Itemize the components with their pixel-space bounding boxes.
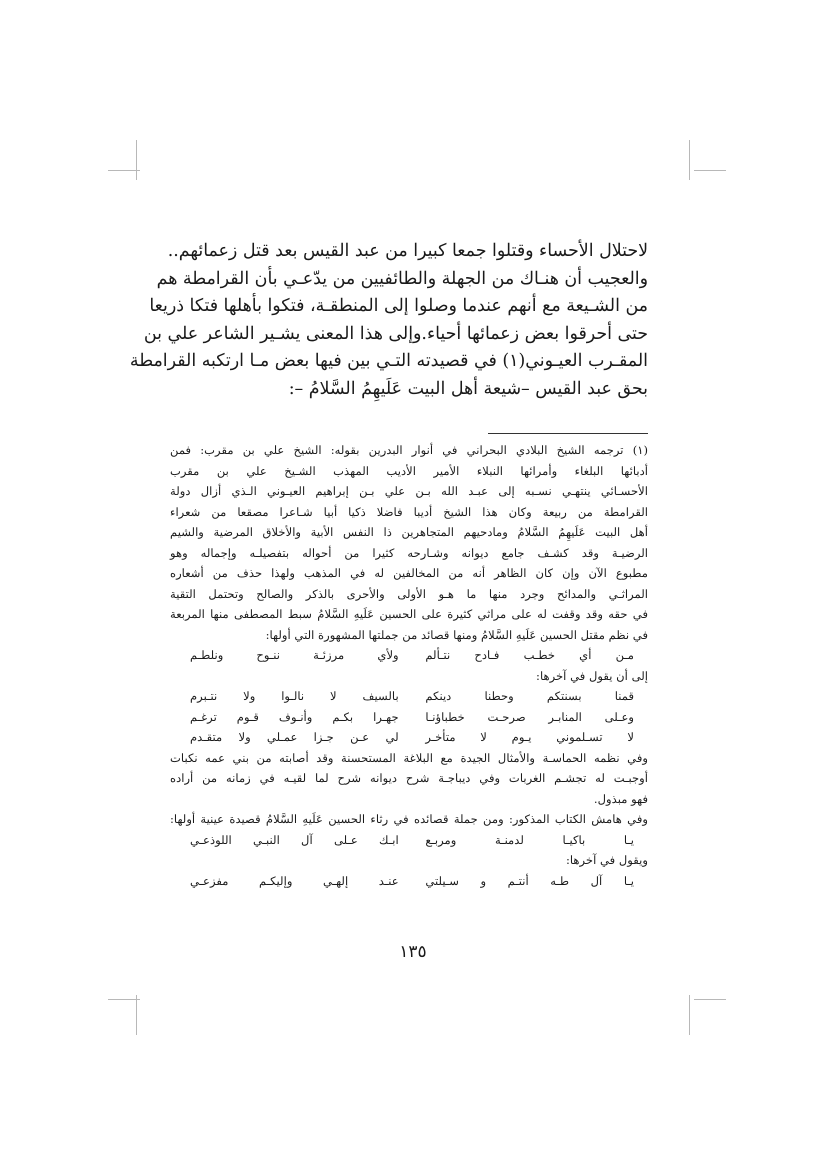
footnote-line: (١) ترجمه الشيخ البلادي البحراني في أنوار البدرين بقوله: الشيخ علي بن مقرب: فمن — [170, 443, 648, 457]
footnote-line: في نظم مقتل الحسين عَلَيهِ السَّلامُ ومنها قصائد من جملتها المشهورة التي أولها: — [265, 627, 648, 642]
verse-second-hemistich: بالسيف لا نالـوا ولا نتـبرم — [190, 689, 399, 703]
crop-mark-top-right — [689, 140, 690, 180]
footnote-line: أهل البيت عَلَيهِمُ السَّلامُ ومادحيهم المتجاهرين ذا النفس الأبية والأخلاق المرضية والشيم — [170, 525, 648, 539]
verse-first-hemistich: وعـلى المنابـر صرحـت خطباؤنـا — [425, 709, 634, 724]
verse-second-hemistich: ولأي مرزئـة ننـوح ونلطـم — [190, 648, 399, 662]
footnote-line: فهو مبذول. — [593, 791, 648, 806]
footnote-line: ويقول في آخرها: — [565, 853, 648, 867]
verse-second-hemistich: عنـد إلهـي وإليكـم مفزعـي — [190, 873, 399, 888]
body-line: بحق عبد القيس –شيعة أهل البيت عَلَيهِمُ السَّلامُ –: — [288, 378, 648, 399]
footnote-line: الرضيـة وقد كشـف جامع ديوانه وشـارحه كثيرا من أحواله بتفصيلـه وإجماله وهو — [170, 545, 648, 560]
footnote-line: وفي نظمه الحماسـة والأمثال الجيدة مع البلاغة المستحسنة وقد أصابته من بني عمه نكبات — [170, 750, 648, 765]
poem-verse — [170, 707, 648, 728]
verse-second-hemistich: ابـك عـلى آل النبـي اللوذعـي — [190, 832, 399, 847]
poem-verse — [170, 645, 648, 666]
footnote-line: أوجبـت له تجشـم الغربات وفي ديباجـة شرح ديوانه شرح لما لقيـه في زمانه من أراده — [170, 771, 648, 785]
poem-verse — [170, 830, 648, 851]
page-content — [129, 238, 648, 891]
verse-first-hemistich: مـن أي خطـب فـادح نتـألم — [425, 648, 634, 662]
body-line: من الشـيعة مع أنهم عندما وصلوا إلى المنطقـة، فتكوا بأهلها فتكا ذريعا — [149, 296, 648, 316]
body-line: والعجيب أن هنـاك من الجهلة والطائفيين من يدّعـي بأن القرامطة هم — [156, 268, 648, 289]
footnote-line: في حقه وقد وقفت له على مراثي كثيرة على الحسين عَلَيهِ السَّلامُ سبط المصطفى منها المربعة — [170, 607, 648, 621]
page-number: ١٣٥ — [399, 942, 427, 962]
crop-mark-top-right-h — [694, 170, 726, 171]
verse-first-hemistich: قمنا بسنتكم وحطنا دينكم — [425, 689, 634, 703]
crop-mark-bottom-left — [136, 995, 137, 1035]
poem-verse — [170, 727, 648, 748]
crop-mark-bottom-right-h — [694, 999, 726, 1000]
crop-mark-top-left-h — [108, 170, 140, 171]
footnote-line: المراثـي والمدائح وجرد منها ما هـو الأولى والأحرى بالذكر والصالح وتحتمل التقية — [170, 586, 648, 601]
footnote-line: إلى أن يقول في آخرها: — [536, 668, 648, 683]
main-paragraph — [129, 238, 648, 403]
body-line: المقـرب العيـوني(١) في قصيدته التـي بين فيها بعض مـا ارتكبه القرامطة — [129, 351, 648, 371]
footnote-line: وفي هامش الكتاب المذكور: ومن جملة قصائده في رثاء الحسين عَلَيهِ السَّلامُ قصيدة عينية أولها: — [170, 812, 648, 826]
poem-verse — [170, 686, 648, 707]
crop-mark-top-left — [136, 140, 137, 180]
footnote-line: أدبائها البلغاء وأمرائها النبلاء الأمير الأديب المهذب الشـيخ علي بن مقرب — [170, 463, 648, 478]
footnote-line: الأحسـائي ينتهـي نسـبه إلى عبـد الله بـن علي بـن إبراهيم العيـوني الـذي أزال دولة — [170, 484, 648, 498]
body-line: لاحتلال الأحساء وقتلوا جمعا كبيرا من عبد القيس بعد قتل زعمائهم.. — [167, 241, 648, 261]
verse-first-hemistich: لا تسـلموني يـوم لا متأخـر — [425, 730, 634, 744]
verse-first-hemistich: يـا آل طـه أنتـم و سـيلتي — [425, 873, 634, 888]
footnote-line: القرامطة من ربيعة وكان هذا الشيخ أديبا فاضلا ذكيا أبيا شـاعرا مصقعا من شعراء — [170, 504, 648, 519]
verse-second-hemistich: جهـرا بكـم وأنـوف قـوم ترغـم — [190, 709, 399, 724]
footnote-line: مطبوع الآن وإن كان الظاهر أنه من المخالفين له في المذهب ولهذا حذف من أشعاره — [170, 566, 648, 580]
crop-mark-bottom-right — [689, 995, 690, 1035]
crop-mark-bottom-left-h — [108, 999, 140, 1000]
footnote — [170, 440, 648, 891]
poem-verse — [170, 871, 648, 892]
verse-first-hemistich: يـا باكيـا لدمنـة ومربـع — [425, 832, 634, 847]
verse-second-hemistich: لي عـن جـزا عمـلي ولا متقـدم — [190, 730, 399, 744]
body-line: حتى أحرقوا بعض زعمائها أحياء.وإلى هذا المعنى يشـير الشاعر علي بن — [143, 323, 648, 344]
footnote-separator — [488, 433, 648, 434]
